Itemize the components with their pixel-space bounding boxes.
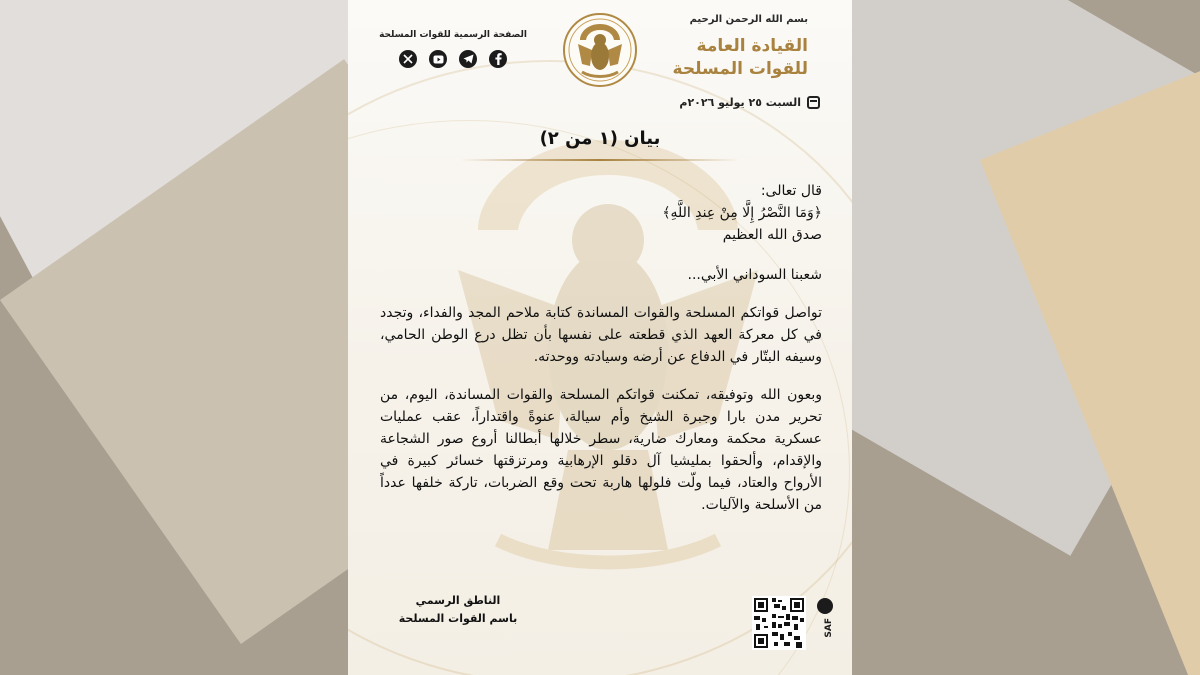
verse-intro: قال تعالى: (760, 183, 822, 199)
official-page-block (378, 30, 528, 68)
greeting: شعبنا السوداني الأبي... (687, 267, 822, 283)
verse-text: ﴿وَمَا النَّصْرُ إِلَّا مِنْ عِندِ اللَّهِ﴾ (662, 205, 822, 221)
social-links (378, 50, 528, 68)
basmala: بسم الله الرحمن الرحيم (689, 14, 808, 25)
globe-icon (817, 598, 833, 614)
organization-name-line1: القيادة العامة (696, 36, 808, 56)
verse-outro: صدق الله العظيم (722, 227, 822, 243)
title-divider (460, 159, 740, 161)
organization-name-line2: للقوات المسلحة (672, 58, 808, 79)
armed-forces-emblem-logo (562, 12, 638, 88)
youtube-icon[interactable] (429, 50, 447, 68)
x-icon[interactable] (399, 50, 417, 68)
paragraph-2: وبعون الله وتوفيقه، تمكنت قواتكم المسلحة والقوات المساندة، اليوم، من تحرير مدن بارا وجبرة الشيخ وأم سيالة، عنوةً واقتداراً، عقب عمليات عسكرية محكمة ومعارك ضارية، سطر خلالها أبطالنا أروع صور الشجاعة والإقدام، وألحقوا بمليشيا آل دقلو الإرهابية ومرتزقتها خسائر كبيرة في الأرواح والعتاد، فيما ولّت فلولها هاربة تحت وقع الضربات، تاركة خلفها عدداً من الأسلحة والآليات. (380, 387, 822, 513)
signature-block (378, 592, 538, 628)
statement-document (348, 0, 852, 675)
signature-title: الناطق الرسمي (415, 594, 501, 607)
quran-verse (380, 180, 822, 246)
statement-title-block (348, 128, 852, 161)
telegram-icon[interactable] (459, 50, 477, 68)
paragraph-1: تواصل قواتكم المسلحة والقوات المساندة كتابة ملاحم المجد والفداء، وتجدد في كل معركة العهد الذي قطعته على نفسها بأن تظل درع الوطن الحامي، وسيفه البتّار في الدفاع عن أرضه وسيادته ووحدته. (380, 305, 822, 365)
statement-date: السبت ٢٥ يوليو ٢٠٢٦م (679, 96, 801, 109)
saf-mark (816, 598, 834, 638)
official-page-label: الصفحة الرسمية للقوات المسلحة (379, 30, 527, 40)
qr-code[interactable] (752, 596, 806, 650)
facebook-icon[interactable] (489, 50, 507, 68)
date-row (679, 96, 820, 109)
signature-subtitle: باسم القوات المسلحة (398, 612, 518, 625)
statement-body (380, 180, 822, 516)
header-organization (638, 14, 808, 81)
calendar-icon (807, 96, 820, 109)
saf-label: SAF (824, 618, 834, 638)
statement-title: بيان (١ من ٢) (539, 128, 661, 149)
